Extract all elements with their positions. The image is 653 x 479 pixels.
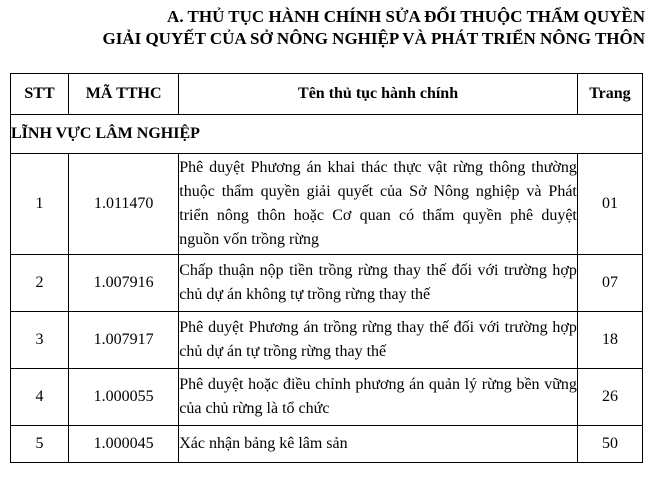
row-stt: 5: [11, 426, 69, 463]
row-ten-thu-tuc: Chấp thuận nộp tiền trồng rừng thay thế đối với trường hợp chủ dự án không tự trồng rừng thay thế: [179, 255, 578, 312]
table-header-row: [11, 74, 643, 115]
header-ten-thu-tuc: Tên thủ tục hành chính: [179, 74, 578, 115]
table-row: [11, 312, 643, 369]
row-ma-tthc: 1.007917: [69, 312, 179, 369]
row-ten-thu-tuc: Phê duyệt Phương án trồng rừng thay thế đối với trường hợp chủ dự án tự trồng rừng thay thế: [179, 312, 578, 369]
row-stt: 3: [11, 312, 69, 369]
row-stt: 2: [11, 255, 69, 312]
row-stt: 4: [11, 369, 69, 426]
row-ma-tthc: 1.000045: [69, 426, 179, 463]
title-line-2: GIẢI QUYẾT CỦA SỞ NÔNG NGHIỆP VÀ PHÁT TRIỂN NÔNG THÔN: [102, 29, 645, 48]
table-row: [11, 154, 643, 255]
row-ma-tthc: 1.007916: [69, 255, 179, 312]
row-stt: 1: [11, 154, 69, 255]
row-ten-thu-tuc: Xác nhận bảng kê lâm sản: [179, 426, 578, 463]
table-row: [11, 369, 643, 426]
document-title: [10, 6, 645, 50]
row-trang: 07: [577, 255, 642, 312]
row-ma-tthc: 1.000055: [69, 369, 179, 426]
section-row: [11, 115, 643, 154]
row-trang: 18: [577, 312, 642, 369]
row-ten-thu-tuc: Phê duyệt hoặc điều chỉnh phương án quản lý rừng bền vững của chủ rừng là tổ chức: [179, 369, 578, 426]
title-line-1: A. THỦ TỤC HÀNH CHÍNH SỬA ĐỔI THUỘC THẨM QUYỀN: [167, 7, 645, 26]
header-trang: Trang: [577, 74, 642, 115]
table-row: [11, 426, 643, 463]
table-row: [11, 255, 643, 312]
row-trang: 50: [577, 426, 642, 463]
row-trang: 01: [577, 154, 642, 255]
row-trang: 26: [577, 369, 642, 426]
header-stt: STT: [11, 74, 69, 115]
section-title: LĨNH VỰC LÂM NGHIỆP: [11, 115, 643, 154]
procedures-table: [10, 73, 643, 463]
header-ma-tthc: MÃ TTHC: [69, 74, 179, 115]
row-ten-thu-tuc: Phê duyệt Phương án khai thác thực vật rừng thông thường thuộc thẩm quyền giải quyết của Sở Nông nghiệp và Phát triển nông thôn hoặc Cơ quan có thẩm quyền phê duyệt nguồn vốn trồng rừng: [179, 154, 578, 255]
row-ma-tthc: 1.011470: [69, 154, 179, 255]
